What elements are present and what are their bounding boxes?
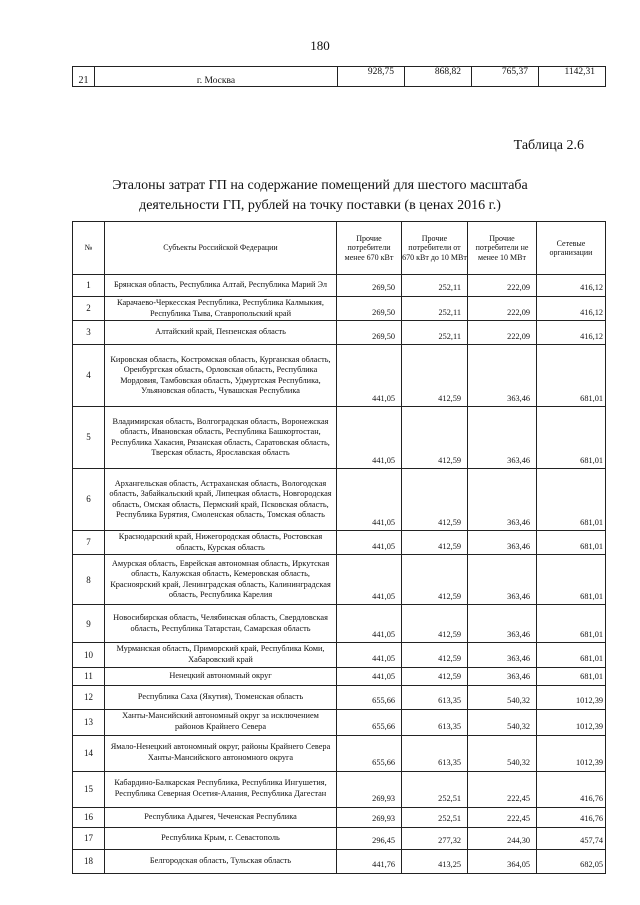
row-value-2: 252,51 (402, 807, 468, 827)
table-header-row (73, 222, 606, 275)
table-row (73, 643, 606, 667)
row-value-3: 222,09 (468, 275, 537, 297)
row-value-3: 363,46 (468, 667, 537, 685)
row-value-2: 412,59 (402, 605, 468, 643)
row-subject: Ненецкий автономный округ (105, 667, 337, 685)
row-value-1: 441,05 (337, 469, 402, 531)
row-number: 5 (73, 407, 105, 469)
row-value-2: 868,82 (405, 67, 472, 87)
table-row (73, 297, 606, 321)
row-value-4: 681,01 (537, 345, 606, 407)
row-value-3: 222,09 (468, 321, 537, 345)
row-value-4: 1012,39 (537, 685, 606, 709)
cost-standards-table (72, 221, 606, 874)
row-value-1: 441,05 (337, 531, 402, 555)
row-number: 13 (73, 709, 105, 735)
table-row (73, 807, 606, 827)
row-value-3: 363,46 (468, 469, 537, 531)
header-col-4: Сетевые организации (537, 222, 606, 275)
row-number: 21 (73, 67, 95, 87)
table-title-line-1: Эталоны затрат ГП на содержание помещений для шестого масштаба (112, 178, 528, 193)
row-value-2: 412,59 (402, 469, 468, 531)
row-subject: Амурская область, Еврейская автономная область, Иркутская область, Калужская область, Кемеровская область, Красноярский край, Ленинградская область, Калининградская область, Республика Карелия (105, 555, 337, 605)
row-value-2: 412,59 (402, 667, 468, 685)
row-subject: Республика Адыгея, Чеченская Республика (105, 807, 337, 827)
row-subject: Республика Саха (Якутия), Тюменская область (105, 685, 337, 709)
row-value-2: 613,35 (402, 735, 468, 771)
row-value-2: 412,59 (402, 555, 468, 605)
row-subject: Владимирская область, Волгоградская область, Воронежская область, Ивановская область, Республика Башкортостан, Республика Хакасия, Рязанская область, Саратовская область, Тверская область, Ярославская область (105, 407, 337, 469)
row-value-2: 252,11 (402, 297, 468, 321)
row-subject: Белгородская область, Тульская область (105, 849, 337, 873)
table-row (73, 667, 606, 685)
row-subject: Алтайский край, Пензенская область (105, 321, 337, 345)
row-subject: г. Москва (95, 67, 338, 87)
row-number: 12 (73, 685, 105, 709)
row-number: 17 (73, 827, 105, 849)
row-value-3: 222,45 (468, 771, 537, 807)
table-row (73, 555, 606, 605)
header-col-3: Прочие потребители не менее 10 МВт (468, 222, 537, 275)
row-value-4: 681,01 (537, 667, 606, 685)
row-value-1: 269,50 (337, 321, 402, 345)
row-subject: Ямало-Ненецкий автономный округ, районы Крайнего Севера Ханты-Мансийского автономного округа (105, 735, 337, 771)
page-number: 180 (310, 38, 330, 53)
row-value-2: 412,59 (402, 407, 468, 469)
table-title (0, 176, 640, 216)
row-value-1: 296,45 (337, 827, 402, 849)
row-value-4: 416,12 (537, 321, 606, 345)
table-row (73, 321, 606, 345)
row-value-1: 441,05 (337, 407, 402, 469)
row-value-2: 413,25 (402, 849, 468, 873)
row-value-4: 416,12 (537, 275, 606, 297)
row-value-2: 412,59 (402, 345, 468, 407)
row-number: 11 (73, 667, 105, 685)
row-value-4: 457,74 (537, 827, 606, 849)
row-value-4: 681,01 (537, 469, 606, 531)
row-subject: Республика Крым, г. Севастополь (105, 827, 337, 849)
header-col-1: Прочие потребители менее 670 кВт (337, 222, 402, 275)
table-row (73, 735, 606, 771)
header-num: № (73, 222, 105, 275)
table-row (73, 827, 606, 849)
row-value-2: 613,35 (402, 685, 468, 709)
row-value-1: 655,66 (337, 735, 402, 771)
row-value-3: 363,46 (468, 345, 537, 407)
row-value-2: 252,11 (402, 321, 468, 345)
row-value-3: 363,46 (468, 555, 537, 605)
row-value-1: 655,66 (337, 709, 402, 735)
row-value-3: 363,46 (468, 605, 537, 643)
row-value-3: 222,45 (468, 807, 537, 827)
row-value-1: 928,75 (338, 67, 405, 87)
table-title-line-2: деятельности ГП, рублей на точку поставки (в ценах 2016 г.) (139, 198, 501, 213)
row-value-4: 681,01 (537, 605, 606, 643)
row-value-1: 441,05 (337, 643, 402, 667)
table-row (73, 345, 606, 407)
row-value-4: 1012,39 (537, 735, 606, 771)
header-col-2: Прочие потребители от 670 кВт до 10 МВт (402, 222, 468, 275)
table-row (73, 275, 606, 297)
row-subject: Кировская область, Костромская область, Курганская область, Оренбургская область, Орловская область, Республика Мордовия, Тамбовская область, Удмуртская Республика, Ульяновская область, Чувашская Республика (105, 345, 337, 407)
table-row (73, 469, 606, 531)
row-value-4: 682,05 (537, 849, 606, 873)
row-value-2: 412,59 (402, 643, 468, 667)
row-value-3: 540,32 (468, 709, 537, 735)
row-number: 9 (73, 605, 105, 643)
row-number: 6 (73, 469, 105, 531)
row-number: 16 (73, 807, 105, 827)
row-value-3: 364,05 (468, 849, 537, 873)
row-value-4: 681,01 (537, 531, 606, 555)
row-subject: Брянская область, Республика Алтай, Республика Марий Эл (105, 275, 337, 297)
row-value-1: 269,50 (337, 275, 402, 297)
row-value-1: 441,05 (337, 605, 402, 643)
row-value-4: 681,01 (537, 407, 606, 469)
table-row (73, 531, 606, 555)
row-value-2: 613,35 (402, 709, 468, 735)
table-row (73, 67, 606, 87)
table-row (73, 685, 606, 709)
row-number: 7 (73, 531, 105, 555)
row-subject: Мурманская область, Приморский край, Республика Коми, Хабаровский край (105, 643, 337, 667)
row-value-3: 540,32 (468, 735, 537, 771)
table-row (73, 709, 606, 735)
row-value-1: 269,93 (337, 807, 402, 827)
row-number: 18 (73, 849, 105, 873)
row-value-1: 269,50 (337, 297, 402, 321)
row-number: 10 (73, 643, 105, 667)
row-value-4: 416,12 (537, 297, 606, 321)
row-value-2: 277,32 (402, 827, 468, 849)
row-value-1: 441,76 (337, 849, 402, 873)
row-value-1: 441,05 (337, 555, 402, 605)
row-subject: Ханты-Мансийский автономный округ за исключением районов Крайнего Севера (105, 709, 337, 735)
row-value-3: 244,30 (468, 827, 537, 849)
row-number: 8 (73, 555, 105, 605)
header-subject: Субъекты Российской Федерации (105, 222, 337, 275)
row-subject: Кабардино-Балкарская Республика, Республика Ингушетия, Республика Северная Осетия-Алания, Республика Дагестан (105, 771, 337, 807)
row-subject: Краснодарский край, Нижегородская область, Ростовская область, Курская область (105, 531, 337, 555)
row-value-3: 540,32 (468, 685, 537, 709)
continuation-table (72, 66, 606, 87)
row-value-1: 655,66 (337, 685, 402, 709)
row-value-2: 252,51 (402, 771, 468, 807)
row-subject: Архангельская область, Астраханская область, Вологодская область, Забайкальский край, Липецкая область, Новгородская область, Омская область, Пермский край, Псковская область, Республика Бурятия, Смоленская область, Томская область (105, 469, 337, 531)
row-number: 4 (73, 345, 105, 407)
table-row (73, 605, 606, 643)
row-value-3: 363,46 (468, 407, 537, 469)
row-number: 2 (73, 297, 105, 321)
row-value-2: 412,59 (402, 531, 468, 555)
table-caption: Таблица 2.6 (513, 138, 584, 153)
row-value-4: 416,76 (537, 807, 606, 827)
row-value-4: 1142,31 (539, 67, 606, 87)
table-body (73, 275, 606, 874)
row-value-3: 765,37 (472, 67, 539, 87)
row-value-4: 681,01 (537, 555, 606, 605)
row-value-3: 363,46 (468, 531, 537, 555)
row-value-4: 1012,39 (537, 709, 606, 735)
row-value-1: 441,05 (337, 345, 402, 407)
row-value-1: 441,05 (337, 667, 402, 685)
table-row (73, 771, 606, 807)
row-value-4: 416,76 (537, 771, 606, 807)
row-subject: Карачаево-Черкесская Республика, Республика Калмыкия, Республика Тыва, Ставропольский край (105, 297, 337, 321)
row-value-3: 222,09 (468, 297, 537, 321)
row-subject: Новосибирская область, Челябинская область, Свердловская область, Республика Татарстан, Самарская область (105, 605, 337, 643)
table-row (73, 407, 606, 469)
table-row (73, 849, 606, 873)
row-value-1: 269,93 (337, 771, 402, 807)
row-number: 3 (73, 321, 105, 345)
row-number: 15 (73, 771, 105, 807)
row-value-2: 252,11 (402, 275, 468, 297)
row-number: 1 (73, 275, 105, 297)
row-value-4: 681,01 (537, 643, 606, 667)
row-value-3: 363,46 (468, 643, 537, 667)
row-number: 14 (73, 735, 105, 771)
